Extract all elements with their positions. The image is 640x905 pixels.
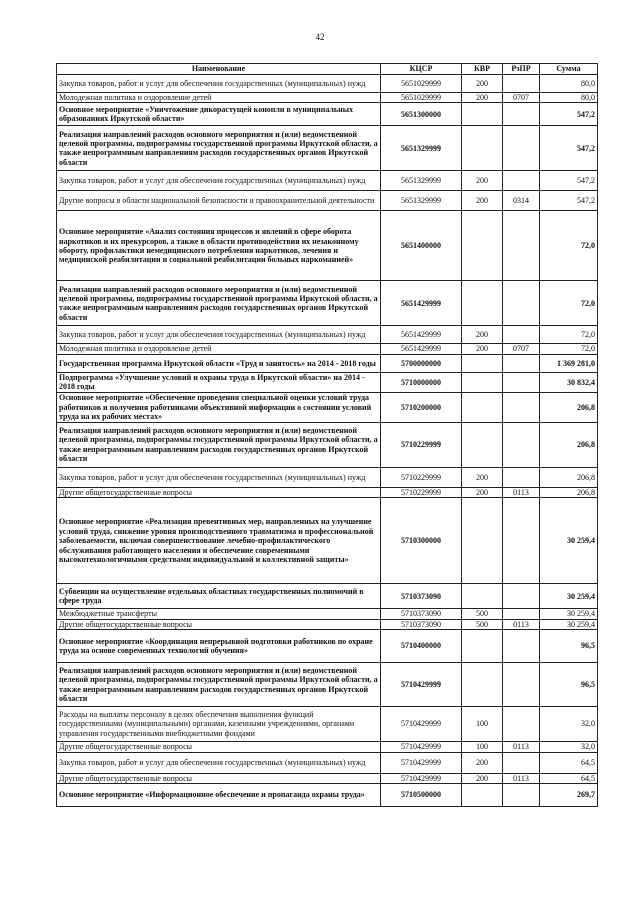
row-kcsr: 5710229999 [381, 467, 462, 487]
table-row [57, 584, 598, 609]
header-sum: Сумма [540, 64, 598, 75]
table-row [57, 630, 598, 663]
row-sum: 1 369 281,0 [540, 354, 598, 372]
row-sum: 64,5 [540, 752, 598, 773]
row-kvr [462, 784, 503, 807]
row-kcsr: 5710429999 [381, 663, 462, 707]
row-name: Основное мероприятие «Координация непрерывной подготовки работников по охране труда на основе современных технологий обучения» [57, 630, 381, 663]
row-rzpr [503, 392, 540, 422]
header-row [57, 64, 598, 75]
table-row [57, 372, 598, 392]
row-sum: 72,0 [540, 344, 598, 354]
table-row [57, 75, 598, 93]
row-rzpr: 0314 [503, 191, 540, 211]
row-sum: 96,5 [540, 630, 598, 663]
table-row [57, 326, 598, 344]
row-sum: 80,0 [540, 93, 598, 103]
row-kcsr: 5651400000 [381, 211, 462, 281]
row-rzpr [503, 171, 540, 191]
row-rzpr [503, 281, 540, 326]
row-sum: 547,2 [540, 126, 598, 171]
row-kvr: 200 [462, 773, 503, 783]
row-name: Основное мероприятие «Анализ состояния процессов и явлений в сфере оборота наркотиков и их прекурсоров, а также в области противодействия их незаконному обороту, профилактики немедицинского потребления наркотиков, лечения и медицинской реабилитации и социальной реабилитации больных наркоманией» [57, 211, 381, 281]
row-kvr: 100 [462, 742, 503, 752]
row-name: Закупка товаров, работ и услуг для обеспечения государственных (муниципальных) нужд [57, 467, 381, 487]
table-row [57, 707, 598, 742]
table-row [57, 392, 598, 422]
row-sum: 547,2 [540, 171, 598, 191]
table-row [57, 171, 598, 191]
row-kvr: 200 [462, 487, 503, 497]
row-kcsr: 5651329999 [381, 191, 462, 211]
row-kvr: 500 [462, 609, 503, 619]
row-name: Основное мероприятие «Реализация превентивных мер, направленных на улучшение условий труда, снижение уровня производственного травматизма и профессиональной заболеваемости, включая совершенствование лечебно-профилактического обслуживания работающего населения и обеспечение современными высокотехнологичными средствами индивидуальной и коллективной защиты» [57, 498, 381, 584]
header-rzpr: РзПР [503, 64, 540, 75]
row-name: Реализация направлений расходов основного мероприятия и (или) ведомственной целевой программы, подпрограммы государственной программы Иркутской области, а также непрограммным направлениям расходов государственных органов Иркутской области [57, 422, 381, 467]
row-kcsr: 5651029999 [381, 75, 462, 93]
row-rzpr [503, 372, 540, 392]
row-name: Другие общегосударственные вопросы [57, 487, 381, 497]
row-name: Государственная программа Иркутской области «Труд и занятость» на 2014 - 2018 годы [57, 354, 381, 372]
table-row [57, 191, 598, 211]
row-kcsr: 5710229999 [381, 487, 462, 497]
row-name: Основное мероприятие «Информационное обеспечение и пропаганда охраны труда» [57, 784, 381, 807]
row-rzpr: 0707 [503, 344, 540, 354]
budget-table [56, 63, 598, 807]
row-kvr: 200 [462, 191, 503, 211]
row-kcsr: 5651429999 [381, 326, 462, 344]
row-rzpr [503, 211, 540, 281]
table-row [57, 784, 598, 807]
table-row [57, 126, 598, 171]
row-rzpr [503, 103, 540, 126]
table-row [57, 344, 598, 354]
row-name: Закупка товаров, работ и услуг для обеспечения государственных (муниципальных) нужд [57, 75, 381, 93]
row-name: Другие общегосударственные вопросы [57, 742, 381, 752]
row-sum: 32,0 [540, 707, 598, 742]
row-kcsr: 5710000000 [381, 372, 462, 392]
row-rzpr [503, 630, 540, 663]
row-name: Подпрограмма «Улучшение условий и охраны труда в Иркутской области» на 2014 - 2018 годы [57, 372, 381, 392]
row-rzpr: 0113 [503, 773, 540, 783]
row-sum: 269,7 [540, 784, 598, 807]
table-row [57, 354, 598, 372]
row-kcsr: 5651300000 [381, 103, 462, 126]
row-sum: 547,2 [540, 191, 598, 211]
row-kcsr: 5710373090 [381, 619, 462, 629]
row-kcsr: 5651429999 [381, 344, 462, 354]
row-kcsr: 5710373090 [381, 584, 462, 609]
table-row [57, 422, 598, 467]
row-name: Закупка товаров, работ и услуг для обеспечения государственных (муниципальных) нужд [57, 752, 381, 773]
row-rzpr [503, 498, 540, 584]
table-row [57, 103, 598, 126]
table-row [57, 752, 598, 773]
row-name: Молодежная политика и оздоровление детей [57, 93, 381, 103]
row-kvr: 200 [462, 467, 503, 487]
row-rzpr [503, 707, 540, 742]
row-kcsr: 5710373090 [381, 609, 462, 619]
row-rzpr [503, 609, 540, 619]
row-kcsr: 5651329999 [381, 126, 462, 171]
row-kcsr: 5710429999 [381, 752, 462, 773]
row-name: Расходы на выплаты персоналу в целях обеспечения выполнения функций государственными (муниципальными) органами, казенными учреждениями, органами управления государственными внебюджетными фондами [57, 707, 381, 742]
row-kcsr: 5651429999 [381, 281, 462, 326]
row-sum: 206,8 [540, 422, 598, 467]
table-row [57, 609, 598, 619]
row-sum: 96,5 [540, 663, 598, 707]
row-sum: 64,5 [540, 773, 598, 783]
row-kvr [462, 663, 503, 707]
row-name: Другие вопросы в области национальной безопасности и правоохранительной деятельности [57, 191, 381, 211]
table-row [57, 619, 598, 629]
row-rzpr [503, 663, 540, 707]
row-sum: 72,0 [540, 211, 598, 281]
row-sum: 72,0 [540, 326, 598, 344]
row-name: Реализация направлений расходов основного мероприятия и (или) ведомственной целевой программы, подпрограммы государственной программы Иркутской области, а также непрограммным направлениям расходов государственных органов Иркутской области [57, 663, 381, 707]
row-rzpr: 0113 [503, 619, 540, 629]
row-kvr: 100 [462, 707, 503, 742]
row-name: Реализация направлений расходов основного мероприятия и (или) ведомственной целевой программы, подпрограммы государственной программы Иркутской области, а также непрограммным направлениям расходов государственных органов Иркутской области [57, 126, 381, 171]
row-name: Закупка товаров, работ и услуг для обеспечения государственных (муниципальных) нужд [57, 171, 381, 191]
row-kvr [462, 281, 503, 326]
row-kvr [462, 103, 503, 126]
header-name: Наименование [57, 64, 381, 75]
table-row [57, 487, 598, 497]
row-kvr [462, 498, 503, 584]
row-sum: 30 259,4 [540, 609, 598, 619]
row-rzpr: 0113 [503, 487, 540, 497]
row-kcsr: 5710500000 [381, 784, 462, 807]
row-sum: 206,8 [540, 487, 598, 497]
table-row [57, 773, 598, 783]
row-kcsr: 5710400000 [381, 630, 462, 663]
row-sum: 547,2 [540, 103, 598, 126]
row-kcsr: 5710200000 [381, 392, 462, 422]
row-rzpr [503, 752, 540, 773]
row-sum: 30 832,4 [540, 372, 598, 392]
row-name: Другие общегосударственные вопросы [57, 619, 381, 629]
row-name: Субвенции на осуществление отдельных областных государственных полномочий в сфере труда [57, 584, 381, 609]
row-kvr: 200 [462, 344, 503, 354]
row-kvr: 200 [462, 752, 503, 773]
row-rzpr [503, 326, 540, 344]
table-row [57, 211, 598, 281]
row-sum: 30 259,4 [540, 498, 598, 584]
table-row [57, 663, 598, 707]
row-rzpr [503, 422, 540, 467]
row-name: Основное мероприятие «Уничтожение дикорастущей конопли в муниципальных образованиях Иркутской области» [57, 103, 381, 126]
row-name: Закупка товаров, работ и услуг для обеспечения государственных (муниципальных) нужд [57, 326, 381, 344]
row-kvr: 200 [462, 75, 503, 93]
row-kvr: 500 [462, 619, 503, 629]
row-name: Другие общегосударственные вопросы [57, 773, 381, 783]
row-name: Реализация направлений расходов основного мероприятия и (или) ведомственной целевой программы, подпрограммы государственной программы Иркутской области, а также непрограммным направлениям расходов государственных органов Иркутской области [57, 281, 381, 326]
row-kvr [462, 372, 503, 392]
row-rzpr [503, 126, 540, 171]
row-kvr [462, 126, 503, 171]
row-kcsr: 5710300000 [381, 498, 462, 584]
row-kcsr: 5710429999 [381, 707, 462, 742]
row-sum: 32,0 [540, 742, 598, 752]
table-row [57, 742, 598, 752]
row-kcsr: 5651329999 [381, 171, 462, 191]
row-kvr: 200 [462, 93, 503, 103]
row-rzpr: 0113 [503, 742, 540, 752]
table-row [57, 467, 598, 487]
row-kvr [462, 584, 503, 609]
row-kcsr: 5651029999 [381, 93, 462, 103]
page-number: 42 [315, 32, 325, 42]
row-rzpr [503, 354, 540, 372]
row-kcsr: 5710429999 [381, 773, 462, 783]
row-kvr [462, 211, 503, 281]
row-kcsr: 5710429999 [381, 742, 462, 752]
row-rzpr [503, 584, 540, 609]
row-rzpr: 0707 [503, 93, 540, 103]
table-row [57, 93, 598, 103]
row-sum: 206,8 [540, 467, 598, 487]
row-kvr: 200 [462, 171, 503, 191]
row-sum: 72,0 [540, 281, 598, 326]
header-kvr: КВР [462, 64, 503, 75]
row-name: Молодежная политика и оздоровление детей [57, 344, 381, 354]
row-kvr: 200 [462, 326, 503, 344]
row-kcsr: 5710229999 [381, 422, 462, 467]
row-name: Основное мероприятие «Обеспечение проведения специальной оценки условий труда работников и получения работниками объективной информации о состоянии условий труда на их рабочих местах» [57, 392, 381, 422]
row-kvr [462, 392, 503, 422]
row-sum: 206,8 [540, 392, 598, 422]
row-rzpr [503, 75, 540, 93]
row-rzpr [503, 784, 540, 807]
table-row [57, 281, 598, 326]
row-kvr [462, 630, 503, 663]
header-kcsr: КЦСР [381, 64, 462, 75]
row-kvr [462, 422, 503, 467]
row-sum: 30 259,4 [540, 584, 598, 609]
row-sum: 80,0 [540, 75, 598, 93]
row-sum: 30 259,4 [540, 619, 598, 629]
row-kcsr: 5700000000 [381, 354, 462, 372]
table-row [57, 498, 598, 584]
row-kvr [462, 354, 503, 372]
row-rzpr [503, 467, 540, 487]
row-name: Межбюджетные трансферты [57, 609, 381, 619]
